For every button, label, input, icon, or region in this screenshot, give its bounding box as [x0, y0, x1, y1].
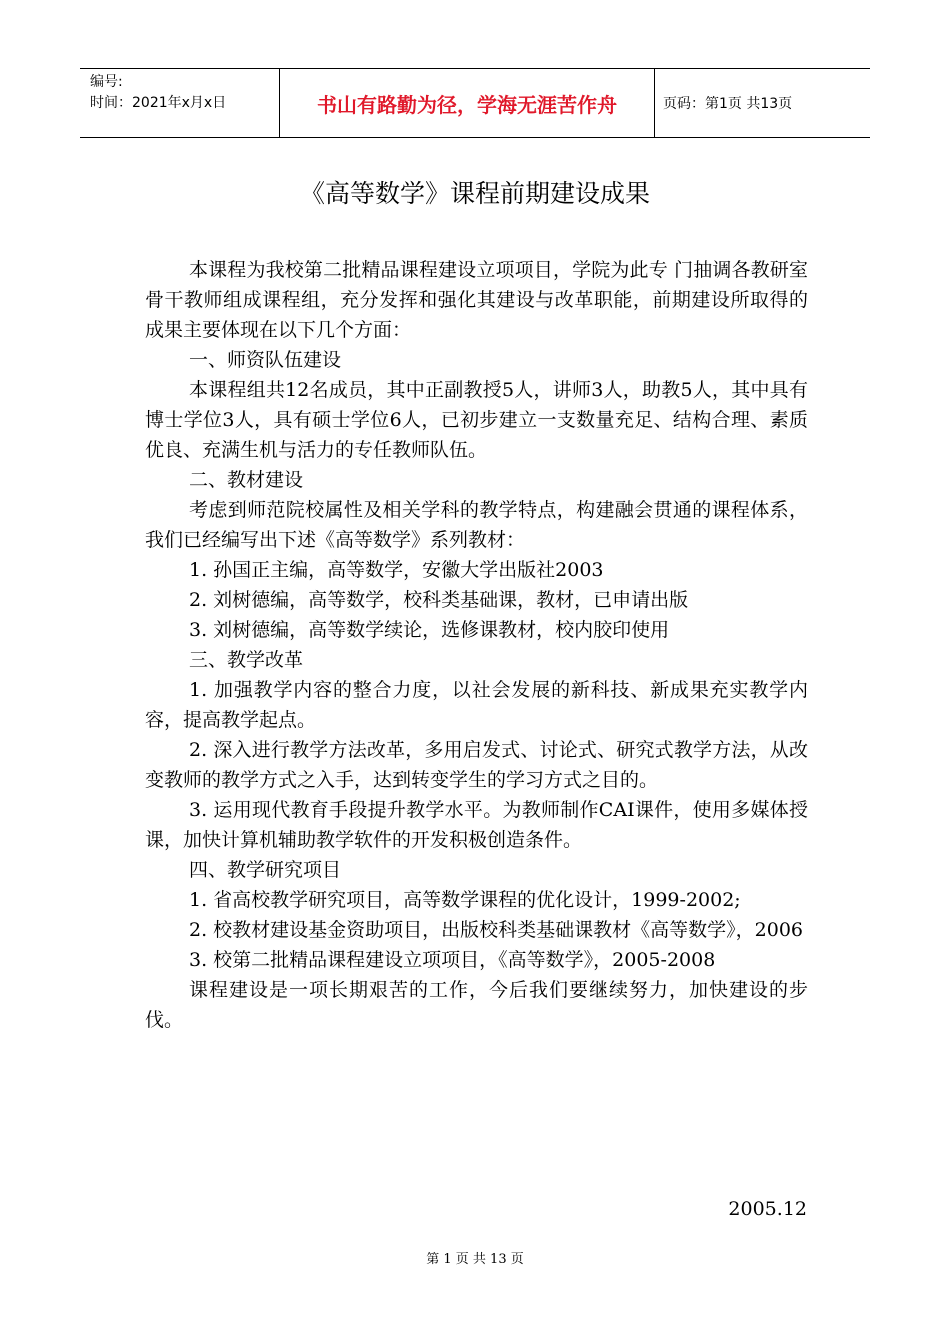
- closing-paragraph: 课程建设是一项长期艰苦的工作，今后我们要继续努力，加快建设的步伐。: [145, 979, 808, 1031]
- paragraph: 本课程组共12名成员，其中正副教授5人，讲师3人，助教5人，其中具有博士学位3人，具有硕士学位6人，已初步建立一支数量充足、结构合理、素质优良、充满生机与活力的专任教师队伍。: [145, 379, 808, 461]
- document-date: 2005.12: [728, 1198, 807, 1220]
- list-item: 1. 加强教学内容的整合力度，以社会发展的新科技、新成果充实教学内容，提高教学起点。: [145, 679, 808, 731]
- section-heading: 二、教材建设: [189, 469, 304, 491]
- list-item: 3. 运用现代教育手段提升教学水平。为教师制作CAI课件，使用多媒体授课，加快计算机辅助教学软件的开发积极创造条件。: [145, 799, 808, 851]
- intro-paragraph: 本课程为我校第二批精品课程建设立项项目，学院为此专 门抽调各教研室骨干教师组成课程组，充分发挥和强化其建设与改革职能，前期建设所取得的成果主要体现在以下几个方面：: [145, 259, 808, 341]
- list-item: 2. 深入进行教学方法改革，多用启发式、讨论式、研究式教学方法，从改变教师的教学方式之入手，达到转变学生的学习方式之目的。: [145, 739, 808, 791]
- section-heading: 一、师资队伍建设: [189, 349, 342, 371]
- list-item: 1. 孙国正主编，高等数学，安徽大学出版社2003: [189, 559, 604, 581]
- page-footer: 第 1 页 共 13 页: [426, 1252, 524, 1267]
- number-label: 编号:: [90, 74, 123, 90]
- section-heading: 四、教学研究项目: [189, 859, 342, 881]
- paragraph: 考虑到师范院校属性及相关学科的教学特点，构建融会贯通的课程体系，我们已经编写出下述《高等数学》系列教材：: [145, 499, 808, 551]
- document-title: 《高等数学》课程前期建设成果: [299, 179, 650, 208]
- header-meta: [80, 69, 280, 137]
- section-heading: 三、教学改革: [189, 649, 304, 671]
- list-item: 3. 校第二批精品课程建设立项项目，《高等数学》，2005-2008: [189, 949, 716, 971]
- header-slogan: 书山有路勤为径，学海无涯苦作舟: [280, 69, 655, 137]
- list-item: 1. 省高校教学研究项目，高等数学课程的优化设计，1999-2002;: [189, 889, 741, 911]
- header-page-info: 页码：第1页 共13页: [663, 96, 793, 112]
- list-item: 2. 刘树德编，高等数学，校科类基础课，教材，已申请出版: [189, 589, 689, 611]
- page-header: [80, 68, 870, 138]
- time-label: 时间：2021年x月x日: [90, 95, 227, 111]
- list-item: 2. 校教材建设基金资助项目，出版校科类基础课教材《高等数学》，2006: [189, 919, 804, 941]
- document-body: [145, 255, 808, 1035]
- list-item: 3. 刘树德编，高等数学续论，选修课教材，校内胶印使用: [189, 619, 670, 641]
